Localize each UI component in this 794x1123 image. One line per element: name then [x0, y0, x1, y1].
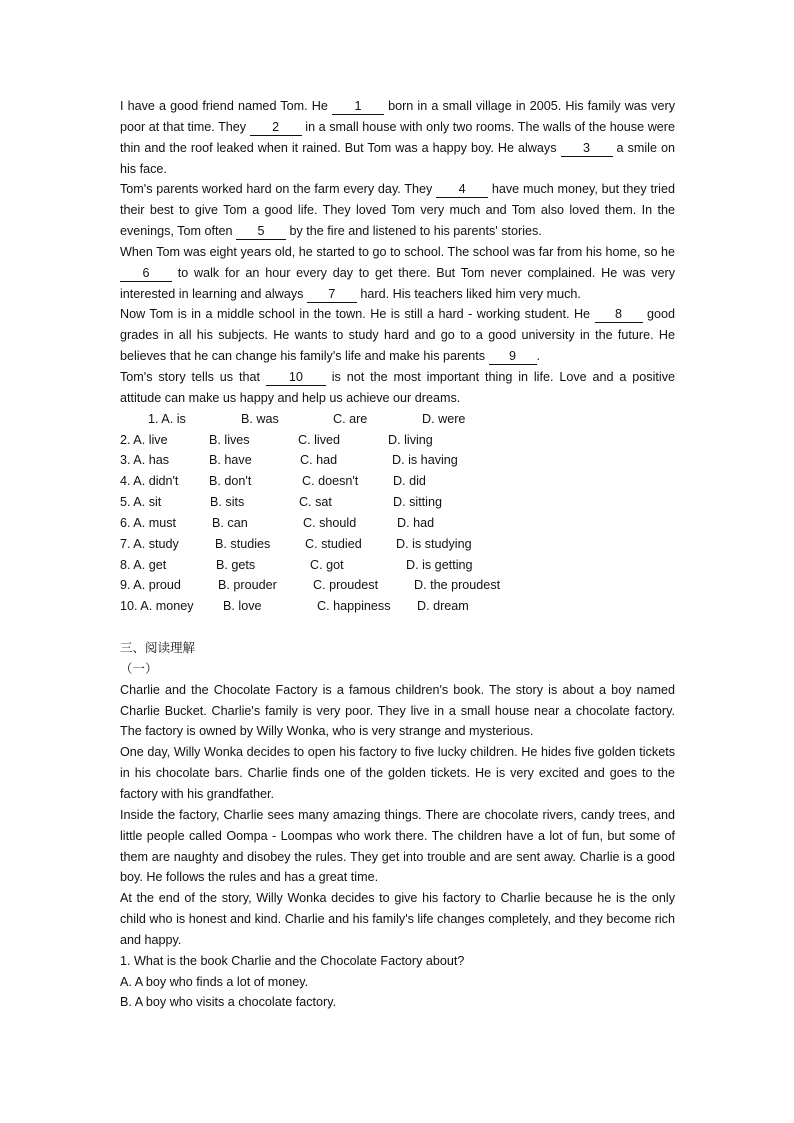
option-b: B. don't [209, 474, 252, 489]
option-row-1 [120, 409, 675, 430]
text-run: born in a small village in 2005. His family was very poor at that time. They [120, 99, 676, 134]
option-row-9 [120, 575, 675, 596]
option-c: C. are [333, 411, 368, 426]
option-d: D. is having [392, 453, 458, 468]
option-d: D. had [397, 515, 435, 530]
blank-6: 6 [120, 266, 172, 282]
reading-paragraph-3: Inside the factory, Charlie sees many amazing things. There are chocolate rivers, candy trees, and little people called Oompa - Loompas who work there. The children have a lot of fun, but some of them are naughty and disobey the rules. They get into trouble and are sent away. Charlie is a good boy. He follows the rules and has a great time. [120, 807, 675, 885]
option-b: B. studies [215, 536, 271, 551]
text-run: a smile on his face. [120, 140, 675, 176]
option-b: B. prouder [218, 578, 277, 593]
option-row-10 [120, 596, 675, 617]
option-c: C. got [310, 557, 344, 572]
text-run: I have a good friend named Tom. He [120, 99, 332, 113]
option-row-7 [120, 534, 675, 555]
option-d: D. is getting [406, 557, 473, 572]
text-run: to walk for an hour every day to get there. But Tom never complained. He was very interested in learning and always [120, 265, 675, 301]
cloze-paragraph-4 [120, 304, 675, 367]
blank-10: 10 [266, 370, 326, 386]
option-d: D. living [388, 432, 433, 447]
cloze-paragraph-3 [120, 242, 675, 305]
option-row-6 [120, 513, 675, 534]
text-run: When Tom was eight years old, he started to go to school. The school was far from his home, so he [120, 244, 675, 259]
blank-2: 2 [250, 120, 302, 136]
option-d: D. did [393, 474, 426, 489]
document-page [120, 96, 675, 1013]
blank-4: 4 [436, 182, 488, 198]
option-c: C. sat [299, 495, 332, 510]
reading-paragraph-4: At the end of the story, Willy Wonka decides to give his factory to Charlie because he is the only child who is honest and kind. Charlie and his family's life changes completely, and they become rich and happy. [120, 891, 675, 947]
option-row-4 [120, 471, 675, 492]
option-c: C. had [300, 453, 338, 468]
option-c: C. studied [305, 536, 362, 551]
text-run: good grades in all his subjects. He wants to study hard and go to a good university in the future. He believes that he can change his family's life and make his parents [120, 307, 675, 364]
option-a: 6. A. must [120, 515, 176, 530]
option-row-8 [120, 555, 675, 576]
option-d: D. is studying [396, 536, 472, 551]
blank-9: 9 [489, 349, 537, 365]
text-run: is not the most important thing in life. Love and a positive attitude can make us happy and help us achieve our dreams. [120, 369, 676, 405]
option-a: 2. A. live [120, 432, 168, 447]
option-b: B. sits [210, 495, 245, 510]
option-d: D. dream [417, 599, 469, 614]
option-b: B. have [209, 453, 252, 468]
options-list [120, 409, 675, 617]
option-b: B. gets [216, 557, 256, 572]
option-row-2 [120, 430, 675, 451]
choice-b: B. A boy who visits a chocolate factory. [120, 995, 337, 1010]
cloze-paragraph-1 [120, 96, 675, 179]
option-b: B. love [223, 599, 262, 614]
option-c: C. proudest [313, 578, 379, 593]
blank-8: 8 [595, 307, 643, 323]
option-d: D. were [422, 411, 466, 426]
cloze-paragraph-2 [120, 179, 675, 242]
text-run: by the fire and listened to his parents' stories. [285, 224, 542, 239]
reading-paragraph-1: Charlie and the Chocolate Factory is a famous children's book. The story is about a boy named Charlie Bucket. Charlie's family is very poor. They live in a small house near a chocolate factory. The factory is owned by Willy Wonka, who is very strange and mysterious. [120, 682, 675, 739]
reading-paragraph-2: One day, Willy Wonka decides to open his factory to five lucky children. He hides five golden tickets in his chocolate bars. Charlie finds one of the golden tickets. He is very excited and goes to the factory with his grandfather. [120, 745, 675, 801]
option-a: 8. A. get [120, 557, 167, 572]
option-row-3 [120, 450, 675, 471]
option-d: D. the proudest [414, 578, 501, 593]
option-b: B. was [241, 411, 279, 426]
text-run: in a small house with only two rooms. The walls of the house were thin and the roof leaked when it rained. But Tom was a happy boy. He always [120, 119, 675, 155]
blank-5: 5 [236, 224, 286, 240]
option-a: 4. A. didn't [120, 474, 179, 489]
text-run: Tom's story tells us that [120, 369, 266, 384]
blank-3: 3 [561, 141, 613, 157]
option-c: C. doesn't [302, 474, 359, 489]
option-a: 10. A. money [120, 599, 194, 614]
option-a: 3. A. has [120, 453, 170, 468]
option-c: C. happiness [317, 599, 391, 614]
blank-7: 7 [307, 287, 357, 303]
option-a: 1. A. is [148, 411, 186, 426]
text-run: Tom's parents worked hard on the farm every day. They [120, 182, 437, 197]
option-b: B. can [212, 515, 248, 530]
text-run: hard. His teachers liked him very much. [356, 286, 581, 301]
option-c: C. lived [298, 432, 340, 447]
question-text: 1. What is the book Charlie and the Chocolate Factory about? [120, 953, 465, 968]
option-b: B. lives [209, 432, 250, 447]
text-run: have much money, but they tried their best to give Tom a good life. They loved Tom very much and Tom also loved them. In the evenings, Tom often [120, 182, 675, 239]
option-row-5 [120, 492, 675, 513]
option-c: C. should [303, 515, 357, 530]
option-a: 7. A. study [120, 536, 179, 551]
choice-a: A. A boy who finds a lot of money. [120, 974, 309, 989]
option-d: D. sitting [393, 495, 442, 510]
text-run: Now Tom is in a middle school in the town. He is still a hard - working student. He [120, 307, 595, 322]
text-run: . [536, 349, 541, 364]
blank-1: 1 [332, 99, 384, 115]
option-a: 5. A. sit [120, 495, 162, 510]
section-title: 三、阅读理解 [120, 640, 196, 656]
option-a: 9. A. proud [120, 578, 181, 593]
cloze-paragraph-5 [120, 367, 675, 409]
sub-title: （一） [120, 660, 158, 676]
